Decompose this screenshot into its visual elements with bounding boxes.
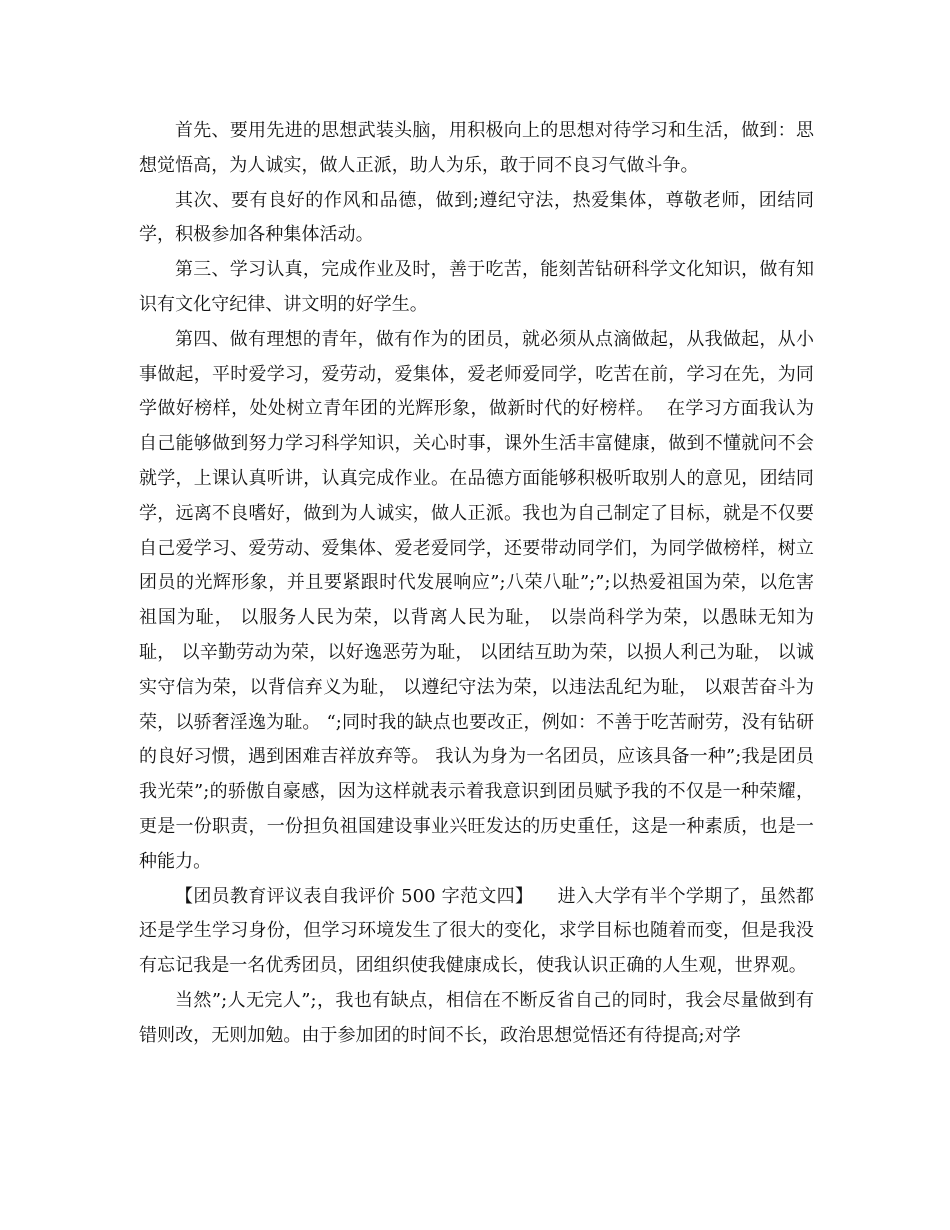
- paragraph-3: 第三、学习认真，完成作业及时，善于吃苦，能刻苦钻研科学文化知识，做有知识有文化守纪律、讲文明的好学生。: [139, 259, 814, 315]
- paragraph-2: 其次、要有良好的作风和品德，做到;遵纪守法，热爱集体，尊敬老师，团结同学，积极参加各种集体活动。: [139, 189, 814, 246]
- paragraph-6: 当然”;人无完人”;，我也有缺点，相信在不断反省自己的同时，我会尽量做到有错则改，无则加勉。由于参加团的时间不长，政治思想觉悟还有待提高;对学: [139, 989, 814, 1046]
- paragraph-4: 第四、做有理想的青年，做有作为的团员，就必须从点滴做起，从我做起，从小事做起，平时爱学习，爱劳动，爱集体，爱老师爱同学，吃苦在前，学习在先，为同学做好榜样，处处树立青年团的光辉形象，做新时代的好榜样。 在学习方面我认为自己能够做到努力学习科学知识，关心时事，课外生活丰富健康，做到不懂就问不会就学，上课认真听讲，认真完成作业。在品德方面能够积极听取别人的意见，团结同学，远离不良嗜好，做到为人诚实，做人正派。我也为自己制定了目标，就是不仅要自己爱学习、爱劳动、爱集体、爱老爱同学，还要带动同学们，为同学做榜样，树立团员的光辉形象，并且要紧跟时代发展响应”;八荣八耻”;”;以热爱祖国为荣，以危害祖国为耻， 以服务人民为荣，以背离人民为耻， 以崇尚科学为荣，以愚昧无知为耻， 以辛勤劳动为荣，以好逸恶劳为耻， 以团结互助为荣，以损人利己为耻， 以诚实守信为荣，以背信弃义为耻， 以遵纪守法为荣，以违法乱纪为耻， 以艰苦奋斗为荣，以骄奢淫逸为耻。 “;同时我的缺点也要改正，例如：不善于吃苦耐劳，没有钻研的良好习惯，遇到困难吉祥放弃等。 我认为身为一名团员，应该具备一种”;我是团员我光荣”;的骄傲自豪感，因为这样就表示着我意识到团员赋予我的不仅是一种荣耀，更是一份职责，一份担负祖国建设事业兴旺发达的历史重任，这是一种素质，也是一种能力。: [139, 328, 814, 872]
- document-body: [139, 114, 814, 1054]
- paragraph-1: 首先、要用先进的思想武装头脑，用积极向上的思想对待学习和生活，做到：思想觉悟高，为人诚实，做人正派，助人为乐，敢于同不良习气做斗争。: [139, 120, 814, 176]
- paragraph-5: 【团员教育评议表自我评价 500 字范文四】 进入大学有半个学期了，虽然都还是学生学习身份，但学习环境发生了很大的变化，求学目标也随着而变，但是我没有忘记我是一名优秀团员，团组织使我健康成长，使我认识正确的人生观，世界观。: [139, 885, 814, 977]
